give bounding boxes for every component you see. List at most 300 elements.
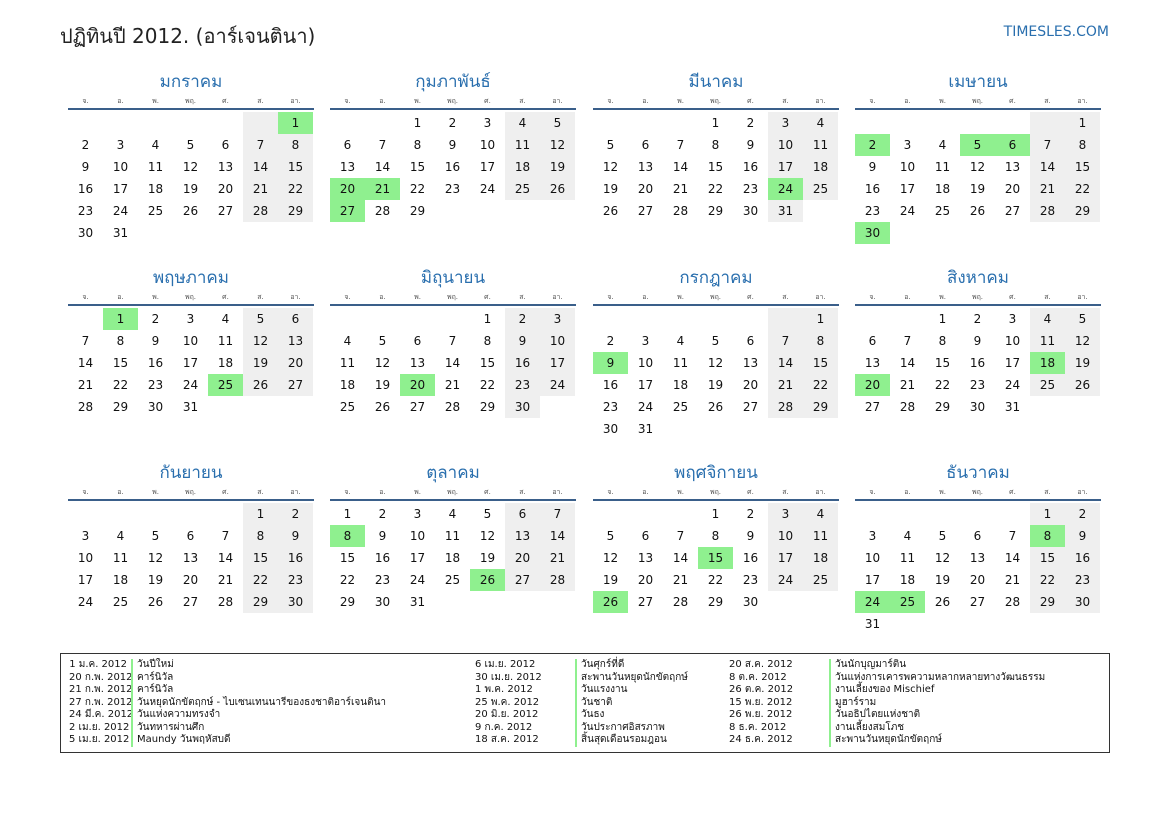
- day-cell: 19: [374, 378, 391, 392]
- weekday-label: ส.: [1044, 293, 1051, 301]
- day-cell: 27: [505, 569, 540, 591]
- days-grid: [68, 503, 314, 613]
- day-cell: 4: [505, 112, 540, 134]
- day-cell: 26: [602, 204, 619, 218]
- day-cell: 26: [540, 178, 575, 200]
- day-cell: 2: [448, 116, 457, 130]
- empty-cell: [330, 112, 365, 134]
- day-cell: 8: [1065, 134, 1100, 156]
- day-cell: 7: [1030, 134, 1065, 156]
- day-cell: 13: [637, 551, 654, 565]
- day-cell: 22: [339, 573, 356, 587]
- weekday-label: อ.: [379, 488, 386, 496]
- day-cell: 9: [378, 529, 387, 543]
- weekday-label: อา.: [290, 97, 301, 105]
- day-cell: 11: [147, 160, 164, 174]
- day-cell: 20: [182, 573, 199, 587]
- weekday-label: จ.: [869, 293, 876, 301]
- days-grid: [330, 308, 576, 418]
- day-cell: 24: [409, 573, 426, 587]
- day-cell: 25: [803, 569, 838, 591]
- day-cell: 18: [147, 182, 164, 196]
- day-cell: 12: [707, 356, 724, 370]
- day-cell: 15: [243, 547, 278, 569]
- day-cell: 17: [899, 182, 916, 196]
- legend-date: 25 พ.ค. 2012: [475, 696, 540, 708]
- day-cell: 18: [444, 551, 461, 565]
- day-cell: 18: [112, 573, 129, 587]
- weekday-label: อา.: [815, 293, 826, 301]
- day-cell: 28: [1030, 200, 1065, 222]
- day-cell: 19: [540, 156, 575, 178]
- month-name: ตุลาคม: [426, 463, 480, 483]
- weekday-label: อ.: [904, 293, 911, 301]
- empty-cell: [243, 112, 278, 134]
- day-cell: 12: [374, 356, 391, 370]
- day-cell: 10: [899, 160, 916, 174]
- day-cell: 12: [479, 529, 496, 543]
- weekday-label: จ.: [344, 97, 351, 105]
- legend-holiday-name: คาร์นิวัล: [131, 672, 173, 685]
- weekday-header: [593, 94, 839, 110]
- day-cell: 11: [112, 551, 129, 565]
- day-cell: 20: [278, 352, 313, 374]
- day-cell: 3: [768, 503, 803, 525]
- day-cell: 6: [413, 334, 422, 348]
- day-cell: 13: [969, 551, 986, 565]
- day-cell: 4: [343, 334, 352, 348]
- day-cell: 9: [81, 160, 90, 174]
- day-cell: 11: [1030, 330, 1065, 352]
- day-cell: 13: [864, 356, 881, 370]
- day-cell: 8: [330, 525, 365, 547]
- day-cell: 21: [365, 178, 400, 200]
- day-cell: 13: [742, 356, 759, 370]
- legend-date: 8 ธ.ค. 2012: [729, 721, 787, 733]
- legend-holiday-name: วันอธิปไตยแห่งชาติ: [829, 709, 920, 722]
- day-cell: 23: [742, 182, 759, 196]
- day-cell: 18: [505, 156, 540, 178]
- weekday-label: อ.: [642, 293, 649, 301]
- weekday-label: พฤ.: [446, 97, 459, 105]
- weekday-label: อา.: [552, 293, 563, 301]
- day-cell: 29: [278, 200, 313, 222]
- days-grid: [593, 112, 839, 222]
- day-cell: 20: [330, 178, 365, 200]
- day-cell: 5: [606, 529, 615, 543]
- day-cell: 15: [803, 352, 838, 374]
- day-cell: 23: [602, 400, 619, 414]
- day-cell: 16: [969, 356, 986, 370]
- weekday-label: ส.: [782, 97, 789, 105]
- day-cell: 6: [278, 308, 313, 330]
- day-cell: 29: [1065, 200, 1100, 222]
- day-cell: 3: [768, 112, 803, 134]
- day-cell: 10: [768, 525, 803, 547]
- day-cell: 15: [1030, 547, 1065, 569]
- day-cell: 20: [637, 573, 654, 587]
- empty-cell: [68, 503, 103, 525]
- month-name: สิงหาคม: [946, 268, 1009, 288]
- day-cell: 18: [1030, 352, 1065, 374]
- weekday-header: [68, 290, 314, 306]
- day-cell: 24: [77, 595, 94, 609]
- day-cell: 11: [672, 356, 689, 370]
- weekday-label: อา.: [815, 488, 826, 496]
- empty-cell: [400, 308, 435, 330]
- legend-holiday-name: สะพานวันหยุดนักขัตฤกษ์: [575, 672, 688, 685]
- day-cell: 24: [1004, 378, 1021, 392]
- day-cell: 7: [676, 529, 685, 543]
- day-cell: 27: [969, 595, 986, 609]
- day-cell: 2: [278, 503, 313, 525]
- empty-cell: [890, 308, 925, 330]
- empty-cell: [698, 308, 733, 330]
- day-cell: 11: [217, 334, 234, 348]
- day-cell: 10: [77, 551, 94, 565]
- day-cell: 28: [444, 400, 461, 414]
- day-cell: 5: [186, 138, 195, 152]
- day-cell: 12: [934, 551, 951, 565]
- day-cell: 1: [413, 116, 422, 130]
- weekday-label: พฤ.: [184, 293, 197, 301]
- day-cell: 9: [278, 525, 313, 547]
- day-cell: 12: [243, 330, 278, 352]
- day-cell: 11: [803, 525, 838, 547]
- empty-cell: [593, 112, 628, 134]
- day-cell: 15: [339, 551, 356, 565]
- day-cell: 7: [81, 334, 90, 348]
- empty-cell: [628, 308, 663, 330]
- day-cell: 16: [77, 182, 94, 196]
- day-cell: 28: [217, 595, 234, 609]
- day-cell: 8: [243, 525, 278, 547]
- day-cell: 22: [934, 378, 951, 392]
- legend-row: [475, 684, 628, 697]
- empty-cell: [890, 112, 925, 134]
- empty-cell: [995, 503, 1030, 525]
- weekday-label: อ.: [117, 97, 124, 105]
- legend-holiday-name: งานเลี้ยงของ Mischief: [829, 684, 934, 697]
- day-cell: 23: [742, 573, 759, 587]
- day-cell: 19: [934, 573, 951, 587]
- day-cell: 30: [742, 204, 759, 218]
- legend-row: [475, 696, 613, 710]
- weekday-label: พ.: [414, 488, 421, 496]
- legend-date: 1 พ.ค. 2012: [475, 684, 533, 695]
- day-cell: 23: [969, 378, 986, 392]
- weekday-label: พฤ.: [446, 488, 459, 496]
- day-cell: 21: [1004, 573, 1021, 587]
- day-cell: 30: [602, 422, 619, 436]
- day-cell: 21: [899, 378, 916, 392]
- day-cell: 1: [278, 112, 313, 134]
- day-cell: 16: [278, 547, 313, 569]
- day-cell: 4: [448, 507, 457, 521]
- empty-cell: [138, 503, 173, 525]
- day-cell: 29: [409, 204, 426, 218]
- day-cell: 29: [339, 595, 356, 609]
- day-cell: 2: [378, 507, 387, 521]
- empty-cell: [68, 308, 103, 330]
- month-10: [330, 461, 576, 613]
- day-cell: 30: [374, 595, 391, 609]
- day-cell: 4: [151, 138, 160, 152]
- legend-date: 15 พ.ย. 2012: [729, 696, 793, 708]
- day-cell: 22: [707, 182, 724, 196]
- weekday-label: พ.: [939, 293, 946, 301]
- weekday-label: อา.: [1077, 97, 1088, 105]
- weekday-label: ส.: [782, 488, 789, 496]
- day-cell: 1: [103, 308, 138, 330]
- day-cell: 29: [707, 595, 724, 609]
- legend-row: [69, 721, 205, 735]
- day-cell: 11: [803, 134, 838, 156]
- day-cell: 9: [593, 352, 628, 374]
- legend-date: 27 ก.พ. 2012: [69, 696, 133, 708]
- day-cell: 31: [1004, 400, 1021, 414]
- weekday-label: ส.: [257, 293, 264, 301]
- day-cell: 28: [672, 595, 689, 609]
- month-7: [593, 266, 839, 440]
- day-cell: 3: [868, 529, 877, 543]
- day-cell: 15: [409, 160, 426, 174]
- day-cell: 8: [803, 330, 838, 352]
- legend-date: 24 มี.ค. 2012: [69, 709, 134, 720]
- legend-holiday-name: วันธง: [575, 709, 604, 722]
- day-cell: 19: [182, 182, 199, 196]
- day-cell: 10: [864, 551, 881, 565]
- empty-cell: [365, 112, 400, 134]
- weekday-label: จ.: [869, 488, 876, 496]
- day-cell: 9: [505, 330, 540, 352]
- day-cell: 7: [768, 330, 803, 352]
- empty-cell: [435, 308, 470, 330]
- legend-holiday-name: วันนักบุญมาร์ติน: [829, 659, 906, 672]
- empty-cell: [768, 308, 803, 330]
- legend-holiday-name: วันชาติ: [575, 697, 612, 710]
- legend-row: [69, 696, 387, 710]
- weekday-label: ศ.: [222, 97, 229, 105]
- weekday-label: พฤ.: [184, 488, 197, 496]
- day-cell: 23: [864, 204, 881, 218]
- day-cell: 3: [483, 116, 492, 130]
- day-cell: 10: [409, 529, 426, 543]
- day-cell: 21: [1030, 178, 1065, 200]
- weekday-header: [330, 290, 576, 306]
- day-cell: 8: [711, 529, 720, 543]
- day-cell: 10: [768, 134, 803, 156]
- day-cell: 27: [278, 374, 313, 396]
- legend-column-2: [475, 659, 688, 747]
- legend-row: [729, 709, 921, 722]
- day-cell: 9: [868, 160, 877, 174]
- legend-row: [729, 721, 905, 735]
- day-cell: 17: [768, 156, 803, 178]
- day-cell: 28: [1004, 595, 1021, 609]
- site-link[interactable]: TIMESLES.COM: [1003, 24, 1109, 40]
- day-cell: 6: [505, 503, 540, 525]
- weekday-label: อา.: [552, 97, 563, 105]
- day-cell: 13: [182, 551, 199, 565]
- day-cell: 12: [147, 551, 164, 565]
- legend-holiday-name: วันปีใหม่: [131, 659, 174, 672]
- month-5: [68, 266, 314, 418]
- weekday-label: พฤ.: [184, 97, 197, 105]
- day-cell: 11: [339, 356, 356, 370]
- month-name: เมษายน: [948, 72, 1008, 92]
- days-grid: [593, 503, 839, 613]
- days-grid: [330, 503, 576, 613]
- weekday-header: [68, 485, 314, 501]
- day-cell: 12: [182, 160, 199, 174]
- day-cell: 5: [938, 529, 947, 543]
- empty-cell: [68, 112, 103, 134]
- weekday-label: พ.: [677, 293, 684, 301]
- day-cell: 14: [899, 356, 916, 370]
- empty-cell: [925, 503, 960, 525]
- day-cell: 15: [707, 160, 724, 174]
- day-cell: 12: [1065, 330, 1100, 352]
- month-name: พฤศจิกายน: [674, 463, 758, 483]
- day-cell: 5: [151, 529, 160, 543]
- day-cell: 14: [444, 356, 461, 370]
- day-cell: 13: [1004, 160, 1021, 174]
- day-cell: 18: [217, 356, 234, 370]
- day-cell: 26: [470, 569, 505, 591]
- legend-holiday-name: วันทหารผ่านศึก: [131, 722, 204, 735]
- day-cell: 15: [1065, 156, 1100, 178]
- day-cell: 31: [864, 617, 881, 631]
- day-cell: 28: [672, 204, 689, 218]
- legend-row: [69, 734, 231, 747]
- day-cell: 22: [278, 178, 313, 200]
- day-cell: 19: [969, 182, 986, 196]
- day-cell: 23: [77, 204, 94, 218]
- days-grid: [855, 503, 1101, 635]
- day-cell: 2: [505, 308, 540, 330]
- month-name: มกราคม: [159, 72, 223, 92]
- day-cell: 26: [147, 595, 164, 609]
- day-cell: 2: [746, 507, 755, 521]
- day-cell: 4: [116, 529, 125, 543]
- day-cell: 28: [243, 200, 278, 222]
- day-cell: 26: [593, 591, 628, 613]
- day-cell: 21: [768, 374, 803, 396]
- weekday-label: อ.: [642, 97, 649, 105]
- weekday-label: จ.: [82, 97, 89, 105]
- month-name: มีนาคม: [688, 72, 744, 92]
- day-cell: 29: [243, 591, 278, 613]
- day-cell: 13: [409, 356, 426, 370]
- weekday-label: ศ.: [484, 488, 491, 496]
- weekday-label: อา.: [1077, 293, 1088, 301]
- legend-date: 1 ม.ค. 2012: [69, 659, 127, 670]
- day-cell: 17: [768, 547, 803, 569]
- empty-cell: [103, 112, 138, 134]
- day-cell: 22: [1065, 178, 1100, 200]
- month-name: กันยายน: [159, 463, 223, 483]
- day-cell: 23: [147, 378, 164, 392]
- day-cell: 8: [483, 334, 492, 348]
- day-cell: 11: [934, 160, 951, 174]
- weekday-label: อ.: [379, 97, 386, 105]
- weekday-label: จ.: [607, 488, 614, 496]
- day-cell: 22: [707, 573, 724, 587]
- legend-date: 6 เม.ย. 2012: [475, 659, 536, 670]
- day-cell: 5: [540, 112, 575, 134]
- day-cell: 28: [374, 204, 391, 218]
- month-8: [855, 266, 1101, 418]
- day-cell: 2: [1065, 503, 1100, 525]
- day-cell: 23: [278, 569, 313, 591]
- day-cell: 15: [278, 156, 313, 178]
- weekday-label: จ.: [82, 293, 89, 301]
- day-cell: 7: [540, 503, 575, 525]
- day-cell: 16: [1065, 547, 1100, 569]
- legend-date: 20 มิ.ย. 2012: [475, 709, 539, 720]
- day-cell: 30: [855, 222, 890, 244]
- weekday-header: [855, 290, 1101, 306]
- day-cell: 3: [186, 312, 195, 326]
- weekday-label: อ.: [117, 488, 124, 496]
- day-cell: 10: [112, 160, 129, 174]
- day-cell: 27: [1004, 204, 1021, 218]
- day-cell: 29: [934, 400, 951, 414]
- day-cell: 1: [1030, 503, 1065, 525]
- page-title: ปฏิทินปี 2012. (อาร์เจนตินา): [60, 24, 316, 48]
- day-cell: 7: [448, 334, 457, 348]
- legend-date: 26 ต.ค. 2012: [729, 684, 794, 695]
- legend-date: 8 ต.ค. 2012: [729, 671, 787, 683]
- day-cell: 12: [969, 160, 986, 174]
- weekday-label: ศ.: [484, 97, 491, 105]
- day-cell: 27: [637, 204, 654, 218]
- day-cell: 29: [707, 204, 724, 218]
- weekday-label: พ.: [677, 488, 684, 496]
- day-cell: 18: [803, 156, 838, 178]
- empty-cell: [330, 308, 365, 330]
- legend-date: 30 เม.ย. 2012: [475, 671, 542, 683]
- weekday-header: [330, 485, 576, 501]
- month-11: [593, 461, 839, 613]
- weekday-label: จ.: [607, 293, 614, 301]
- day-cell: 12: [602, 551, 619, 565]
- day-cell: 17: [77, 573, 94, 587]
- day-cell: 8: [413, 138, 422, 152]
- day-cell: 23: [1065, 569, 1100, 591]
- day-cell: 26: [182, 204, 199, 218]
- day-cell: 7: [243, 134, 278, 156]
- weekday-label: พ.: [152, 488, 159, 496]
- day-cell: 30: [77, 226, 94, 240]
- day-cell: 10: [182, 334, 199, 348]
- legend-holiday-name: วันแห่งความทรงจำ: [131, 709, 220, 722]
- weekday-label: อ.: [904, 488, 911, 496]
- day-cell: 7: [903, 334, 912, 348]
- day-cell: 9: [746, 138, 755, 152]
- day-cell: 6: [343, 138, 352, 152]
- month-name: กุมภาพันธ์: [415, 72, 491, 92]
- weekday-label: พ.: [414, 293, 421, 301]
- weekday-label: อ.: [117, 293, 124, 301]
- day-cell: 13: [339, 160, 356, 174]
- day-cell: 22: [1030, 569, 1065, 591]
- day-cell: 20: [742, 378, 759, 392]
- day-cell: 16: [742, 551, 759, 565]
- day-cell: 11: [505, 134, 540, 156]
- day-cell: 27: [742, 400, 759, 414]
